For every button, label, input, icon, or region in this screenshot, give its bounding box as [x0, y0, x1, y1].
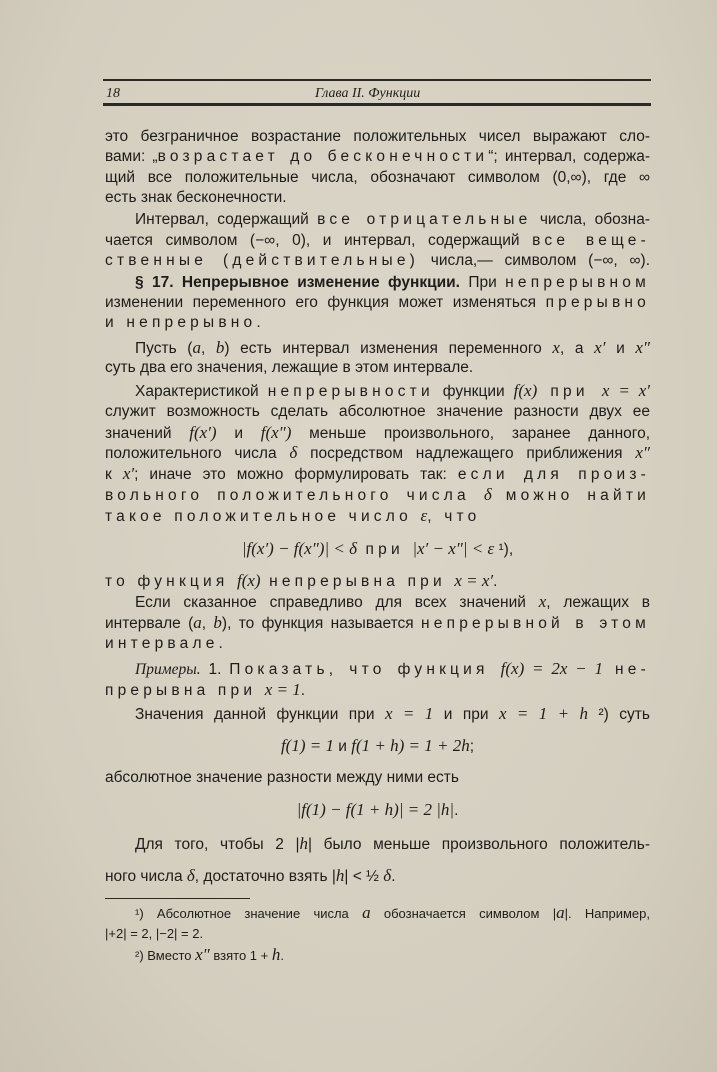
- text-run: Для того, чтобы 2 |: [135, 836, 300, 853]
- text-run: суть два его значения, лежащие в этом интервале.: [105, 359, 474, 376]
- page-number: 18: [106, 86, 120, 101]
- math-expression: f(1) = 1: [280, 736, 334, 755]
- math-expression: b: [215, 338, 225, 357]
- text-run: и при: [433, 706, 499, 723]
- text-line: [135, 705, 650, 723]
- text-line: [105, 128, 650, 146]
- text-line: [105, 148, 650, 166]
- text-run: и: [216, 425, 261, 442]
- text-run: абсолютное значение разности между ними есть: [105, 769, 459, 786]
- text-run: ) есть интервал изменения переменного: [224, 340, 553, 357]
- math-expression: x = 1: [384, 704, 434, 723]
- text-run: Значения данной функции при: [135, 706, 385, 723]
- text-line: [105, 294, 650, 312]
- math-expression: f(x) = 2x − 1: [500, 659, 603, 678]
- text-line: [105, 189, 650, 207]
- text-line: [105, 572, 650, 590]
- text-run: ¹),: [494, 541, 514, 558]
- spaced-emphasis: непрерывна при: [260, 573, 455, 590]
- text-run: взято 1 +: [209, 948, 272, 963]
- spaced-emphasis: ственные (действительные): [105, 252, 420, 269]
- text-line: [105, 403, 650, 421]
- math-expression: a: [556, 903, 565, 922]
- text-run: значений: [105, 425, 190, 442]
- math-expression: |f(1) − f(1 + h)| = 2 |h|: [296, 800, 455, 819]
- text-run: Интервал, содержащий: [135, 211, 318, 228]
- text-line: [135, 660, 650, 678]
- spaced-emphasis: возрастает до бесконечности: [157, 148, 489, 165]
- text-run: чается символом (−∞, 0), и интервал, содержащий: [105, 232, 533, 249]
- math-expression: h: [299, 834, 308, 853]
- math-expression: h: [271, 945, 281, 964]
- spaced-emphasis: Показать, что функция: [229, 661, 501, 678]
- text-line: [135, 274, 650, 292]
- math-expression: δ: [289, 443, 298, 462]
- spaced-emphasis: непрерывном: [505, 274, 650, 291]
- math-expression: x″: [195, 945, 210, 964]
- spaced-emphasis: не-: [602, 661, 650, 678]
- text-line: [135, 211, 650, 229]
- spaced-emphasis: , что: [427, 508, 481, 525]
- text-run: | < ½: [344, 868, 384, 885]
- math-expression: |f(x′) − f(x″)| < δ: [241, 539, 358, 558]
- spaced-emphasis: интервале.: [105, 635, 228, 652]
- text-run: При: [459, 274, 506, 291]
- footnote-line: [105, 925, 650, 943]
- text-run: к: [105, 466, 123, 483]
- text-line: [105, 314, 650, 332]
- text-run: посредством надлежащего приближения: [297, 445, 636, 462]
- text-run: это безграничное возрастание положительных чисел выражают сло-: [105, 128, 650, 145]
- text-line: [135, 835, 650, 853]
- math-expression: a: [193, 613, 202, 632]
- text-line: [105, 486, 650, 504]
- text-run: ), то функция называется: [221, 615, 422, 632]
- spaced-emphasis: все веще-: [532, 232, 650, 249]
- text-line: [105, 359, 650, 377]
- footnote-line: [135, 904, 650, 922]
- text-run: Примеры.: [135, 661, 201, 678]
- spaced-emphasis: то функция: [105, 573, 237, 590]
- math-expression: δ: [483, 485, 492, 504]
- spaced-emphasis: все отрицательные: [317, 211, 532, 228]
- text-run: и: [333, 738, 352, 755]
- text-line: [135, 593, 650, 611]
- footnote-line: [135, 946, 650, 964]
- text-run: щий все положительные числа, обозначают символом (0,∞), где ∞: [105, 169, 650, 186]
- text-line: [105, 424, 650, 442]
- math-expression: a: [362, 903, 371, 922]
- text-run: Характеристикой: [135, 383, 268, 400]
- text-line: [105, 540, 650, 558]
- text-run: , достаточно взять |: [194, 868, 336, 885]
- math-expression: x = x′: [454, 571, 494, 590]
- spaced-emphasis: и непрерывно.: [105, 314, 265, 331]
- spaced-emphasis: непрерывной в этом: [421, 615, 650, 632]
- text-run: ²) Вместо: [135, 948, 196, 963]
- text-line: [105, 737, 650, 755]
- text-run: .: [280, 948, 284, 963]
- text-run: .: [454, 802, 459, 819]
- text-line: [105, 681, 650, 699]
- text-run: есть знак бесконечности.: [105, 189, 287, 206]
- text-line: [105, 232, 650, 250]
- math-expression: f(x′): [189, 423, 217, 442]
- math-expression: |x′ − x″| < ε: [412, 539, 495, 558]
- text-run: .: [493, 573, 498, 590]
- text-run: меньше произвольного, заранее данного,: [291, 425, 650, 442]
- math-expression: f(x): [236, 571, 261, 590]
- spaced-emphasis: при: [537, 383, 602, 400]
- math-expression: x = 1 + h: [498, 704, 589, 723]
- math-expression: x′: [122, 464, 135, 483]
- math-expression: x = 1: [264, 680, 301, 699]
- text-run: интервале (: [105, 615, 194, 632]
- text-line: [105, 169, 650, 187]
- math-expression: b: [213, 613, 222, 632]
- text-run: |. Например,: [564, 906, 650, 921]
- math-expression: h: [335, 866, 345, 885]
- text-run: , а: [559, 340, 595, 357]
- text-line: [105, 614, 650, 632]
- text-run: .: [391, 868, 396, 885]
- text-line: [105, 444, 650, 462]
- math-expression: x″: [635, 443, 650, 462]
- text-line: [105, 769, 650, 787]
- text-run: ¹) Абсолютное значение числа: [135, 906, 363, 921]
- text-run: обозначается символом |: [370, 906, 557, 921]
- text-line: [105, 867, 650, 885]
- text-run: ,: [200, 340, 216, 357]
- spaced-emphasis: при: [357, 541, 413, 558]
- spaced-emphasis: такое положительное число: [105, 508, 421, 525]
- text-line: [105, 801, 650, 819]
- text-run: ²) суть: [588, 706, 650, 723]
- text-run: и: [605, 340, 636, 357]
- text-line: [105, 507, 650, 525]
- running-title: Глава II. Функции: [315, 86, 421, 101]
- text-run: Если сказанное справедливо для всех значений: [135, 594, 539, 611]
- text-line: [105, 635, 650, 653]
- math-expression: x: [552, 338, 560, 357]
- spaced-emphasis: можно найти: [491, 487, 650, 504]
- text-line: [105, 465, 650, 483]
- math-expression: x: [538, 592, 547, 611]
- math-expression: ε: [420, 506, 428, 525]
- header-bottom-rule: [103, 103, 651, 106]
- text-run: 1.: [200, 661, 230, 678]
- math-expression: x″: [635, 338, 651, 357]
- spaced-emphasis: вольного положительного числа: [105, 487, 484, 504]
- text-run: .: [300, 682, 306, 699]
- text-line: [105, 252, 650, 270]
- text-run: служит возможность сделать абсолютное значение разности двух ее: [105, 403, 650, 420]
- spaced-emphasis: если для произ-: [457, 466, 650, 483]
- text-run: | было меньше произвольного положитель-: [308, 836, 650, 853]
- math-expression: f(x″): [260, 423, 292, 442]
- spaced-emphasis: прерывна при: [105, 682, 265, 699]
- math-expression: x′: [594, 338, 606, 357]
- section-heading: § 17. Непрерывное изменение функции.: [135, 274, 460, 291]
- math-expression: x = x′: [601, 381, 650, 400]
- spaced-emphasis: прерывно: [545, 294, 650, 311]
- header-top-rule: [103, 79, 651, 81]
- text-run: функции: [433, 383, 514, 400]
- math-expression: a: [192, 338, 201, 357]
- text-run: “; интервал, содержа-: [488, 148, 650, 165]
- spaced-emphasis: непрерывности: [267, 383, 434, 400]
- text-run: изменении переменного его функция может изменяться: [105, 294, 546, 311]
- text-run: числа, обозна-: [531, 211, 650, 228]
- text-run: ,: [201, 615, 214, 632]
- text-run: положительного числа: [105, 445, 290, 462]
- footnote-rule: [105, 898, 250, 899]
- text-run: |+2| = 2, |−2| = 2.: [105, 926, 204, 941]
- math-expression: f(1 + h) = 1 + 2h: [351, 736, 470, 755]
- math-expression: δ: [186, 866, 195, 885]
- text-run: Пусть (: [135, 340, 193, 357]
- text-run: числа,— символом (−∞, ∞).: [419, 252, 650, 269]
- text-line: [135, 382, 650, 400]
- text-run: , лежащих в: [546, 594, 650, 611]
- math-expression: f(x): [513, 381, 538, 400]
- text-run: ного числа: [105, 868, 187, 885]
- text-run: ; иначе это можно формулировать так:: [134, 466, 458, 483]
- text-run: вами: „: [105, 148, 158, 165]
- math-expression: δ: [383, 866, 392, 885]
- text-line: [135, 339, 650, 357]
- text-run: ;: [469, 738, 475, 755]
